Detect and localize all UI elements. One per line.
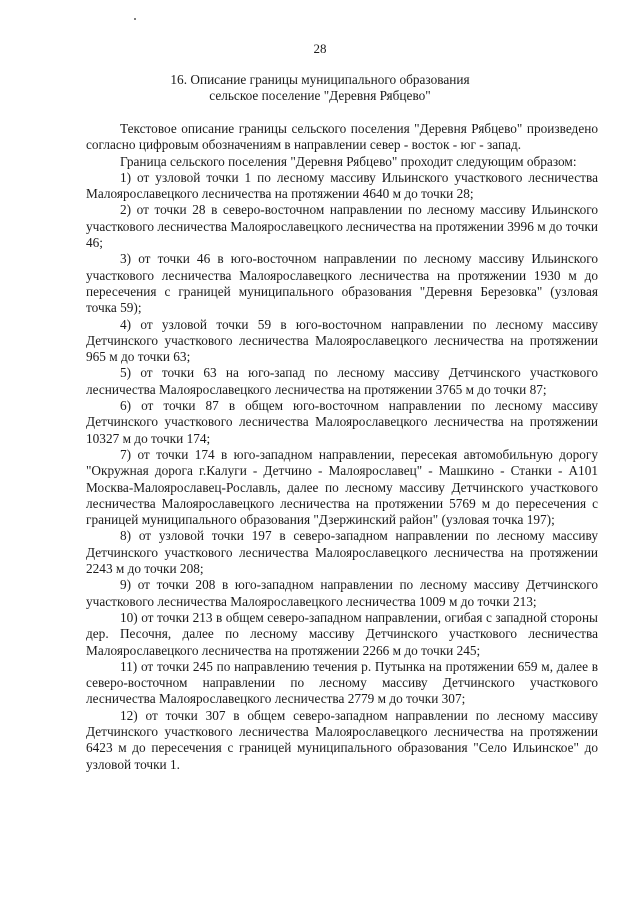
section-heading-line-1: 16. Описание границы муниципального образования xyxy=(170,72,470,87)
section-heading xyxy=(0,72,640,104)
paragraph-intro: Текстовое описание границы сельского поселения "Деревня Рябцево" произведено согласно цифровым обозначениям в направлении север - восток - юг - запад. xyxy=(86,121,598,153)
boundary-item-10: 10) от точки 213 в общем северо-западном направлении, огибая с западной стороны дер. Песочня, далее по лесному массиву Детчинского участкового лесничества Малоярославецкого лесничества на протяжении 2266 м до точки 245; xyxy=(86,609,598,658)
boundary-item-11: 11) от точки 245 по направлению течения р. Путынка на протяжении 659 м, далее в северо-восточном направлении по лесному массиву Детчинского участкового лесничества Малоярославецкого лесничества 2779 м до точки 307; xyxy=(86,658,598,707)
boundary-item-8: 8) от узловой точки 197 в северо-западном направлении по лесному массиву Детчинского участкового лесничества Малоярославецкого лесничества на протяжении 2243 м до точки 208; xyxy=(86,528,598,577)
boundary-item-9: 9) от точки 208 в юго-западном направлении по лесному массиву Детчинского участкового лесничества Малоярославецкого лесничества 1009 м до точки 213; xyxy=(86,577,598,609)
boundary-item-6: 6) от точки 87 в общем юго-восточном направлении по лесному массиву Детчинского участкового лесничества Малоярославецкого лесничества на протяжении 10327 м до точки 174; xyxy=(86,398,598,446)
section-heading-line-2: сельское поселение "Деревня Рябцево" xyxy=(209,88,431,103)
boundary-item-1: 1) от узловой точки 1 по лесному массиву Ильинского участкового лесничества Малоярославецкого лесничества на протяжении 4640 м до точки 28; xyxy=(86,169,598,202)
boundary-item-2: 2) от точки 28 в северо-восточном направлении по лесному массиву Ильинского участкового лесничества Малоярославецкого лесничества на протяжении 3996 м до точки 46; xyxy=(86,202,598,251)
paragraph-lead: Граница сельского поселения "Деревня Рябцево" проходит следующим образом: xyxy=(120,153,577,169)
boundary-item-7: 7) от точки 174 в юго-западном направлении, пересекая автомобильную дорогу "Окружная дорога г.Калуги - Детчино - Малоярославец" - Машкино - Станки - А101 Москва-Малоярославец-Рославль, далее по лесному массиву Детчинского участкового лесничества Малоярославецкого лесничества на протяжении 5769 м до пересечения с границей муниципального образования "Дзержинский район" (узловая точка 197); xyxy=(86,446,598,528)
scan-speck xyxy=(134,18,136,20)
boundary-item-4: 4) от узловой точки 59 в юго-восточном направлении по лесному массиву Детчинского участкового лесничества Малоярославецкого лесничества на протяжении 965 м до точки 63; xyxy=(86,316,598,365)
boundary-item-3: 3) от точки 46 в юго-восточном направлении по лесному массиву Ильинского участкового лесничества Малоярославецкого лесничества на протяжении 1930 м до пересечения с границей муниципального образования "Деревня Березовка" (узловая точка 59); xyxy=(86,251,598,316)
boundary-item-5: 5) от точки 63 на юго-запад по лесному массиву Детчинского участкового лесничества Малоярославецкого лесничества на протяжении 3765 м до точки 87; xyxy=(86,365,598,397)
boundary-item-12: 12) от точки 307 в общем северо-западном направлении по лесному массиву Детчинского участкового лесничества Малоярославецкого лесничества на протяжении 6423 м до пересечения с границей муниципального образования "Село Ильинское" до узловой точки 1. xyxy=(86,707,598,772)
page-number: 28 xyxy=(313,41,327,56)
boundary-description xyxy=(86,121,598,773)
